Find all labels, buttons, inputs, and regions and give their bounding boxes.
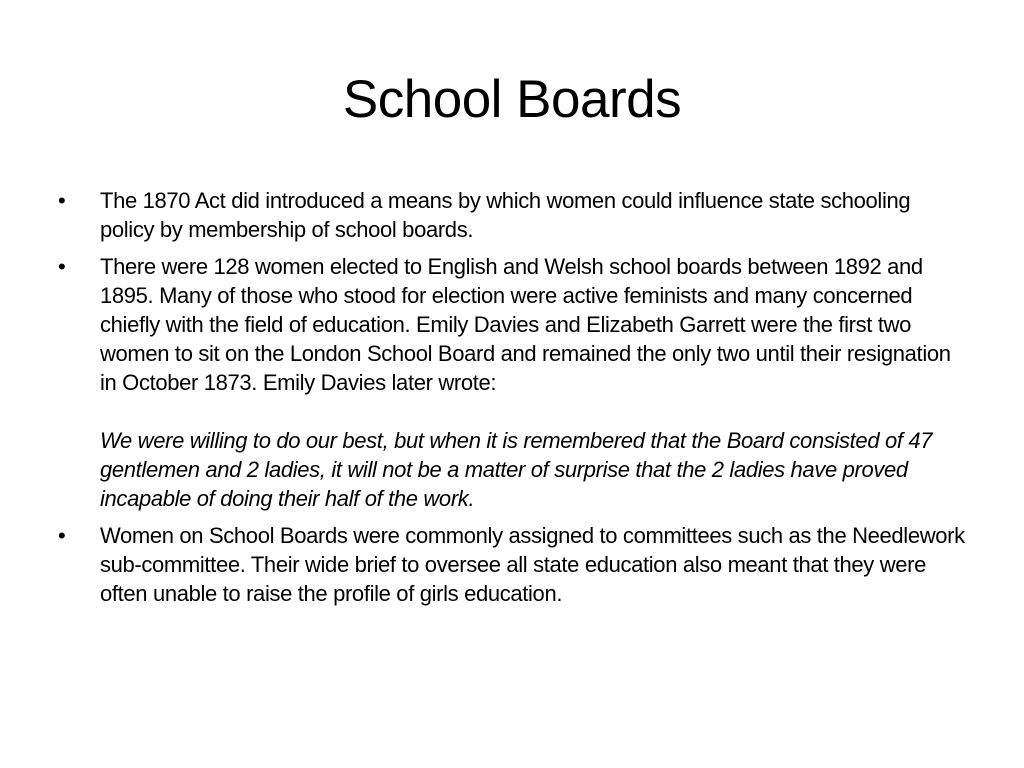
slide-title: School Boards [342, 70, 682, 129]
bullet-list [56, 186, 968, 616]
bullet-item [56, 186, 968, 244]
bullet-item [56, 521, 968, 608]
bullet-icon: • [58, 188, 66, 213]
bullet-item [56, 252, 968, 513]
bullet-icon: • [58, 523, 66, 548]
quotation-text: We were willing to do our best, but when it is remembered that the Board consisted of 47 gentlemen and 2 ladies, it will not be a matter of surprise that the 2 ladies have proved incapable of doing their half of the work. [100, 428, 933, 511]
bullet-text: The 1870 Act did introduced a means by which women could influence state schooling policy by membership of school boards. [100, 188, 911, 242]
bullet-text: There were 128 women elected to English and Welsh school boards between 1892 and 1895. Many of those who stood for election were active feminists and many concerned chiefly with the field of education. Emily Davies and Elizabeth Garrett were the first two women to sit on the London School Board and remained the only two until their resignation in October 1873. Emily Davies later wrote: [100, 254, 951, 395]
bullet-text: Women on School Boards were commonly assigned to committees such as the Needlework sub-committee. Their wide brief to oversee all state education also meant that they were often unable to raise the profile of girls education. [100, 523, 965, 606]
bullet-icon: • [58, 254, 66, 279]
